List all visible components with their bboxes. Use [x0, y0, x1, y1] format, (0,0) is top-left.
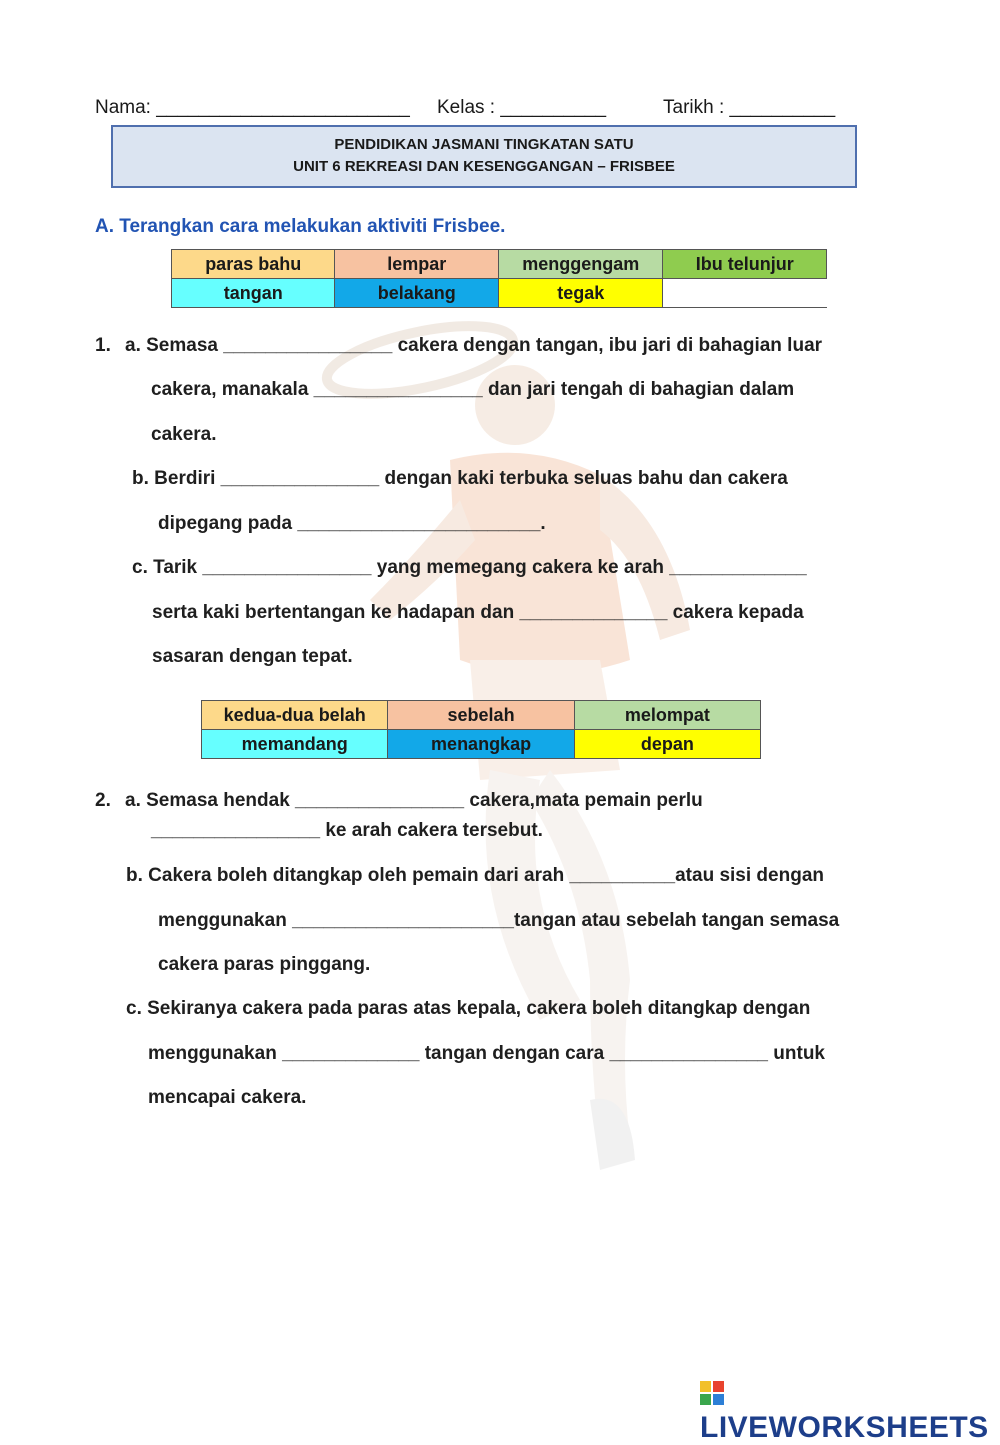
q1-a-line-1: a. Semasa ________________ cakera dengan tangan, ibu jari di bahagian luar	[125, 335, 823, 356]
section-a-heading: A. Terangkan cara melakukan aktiviti Frisbee.	[95, 216, 506, 237]
word-tile[interactable]: melompat	[574, 701, 760, 730]
q1-a-line-2: cakera, manakala ________________ dan jari tengah di bahagian dalam	[151, 379, 795, 400]
q2-c-line-2: menggunakan _____________ tangan dengan cara _______________ untuk	[148, 1043, 825, 1064]
word-tile[interactable]: tangan	[172, 279, 335, 308]
liveworksheets-brand-text: LIVEWORKSHEETS	[700, 1411, 989, 1445]
word-tile[interactable]: tegak	[499, 279, 663, 308]
word-tile[interactable]: depan	[574, 730, 760, 759]
q2-b-line-2: menggunakan _____________________tangan atau sebelah tangan semasa	[158, 910, 840, 931]
q1-b-line-1: b. Berdiri _______________ dengan kaki terbuka seluas bahu dan cakera	[132, 468, 788, 489]
kelas-field[interactable]: Kelas : __________	[437, 97, 607, 118]
q1-number: 1.	[95, 335, 111, 356]
tarikh-field[interactable]: Tarikh : __________	[663, 97, 836, 118]
word-tile[interactable]: memandang	[202, 730, 388, 759]
word-tile[interactable]: menangkap	[388, 730, 574, 759]
word-tile[interactable]: menggengam	[499, 250, 663, 279]
q2-c-line-3: mencapai cakera.	[148, 1087, 307, 1108]
word-tile[interactable]: lempar	[335, 250, 499, 279]
q1-b-line-2: dipegang pada _______________________.	[158, 513, 546, 534]
q1-c-line-2: serta kaki bertentangan ke hadapan dan ______________ cakera kepada	[152, 602, 804, 623]
word-tile[interactable]: sebelah	[388, 701, 574, 730]
liveworksheets-logo-icon	[700, 1379, 726, 1409]
q1-c-line-3: sasaran dengan tepat.	[152, 646, 353, 667]
q1-c-line-1: c. Tarik ________________ yang memegang cakera ke arah _____________	[132, 557, 807, 578]
q2-b-line-3: cakera paras pinggang.	[158, 954, 371, 975]
q1-a-line-3: cakera.	[151, 424, 217, 445]
word-bank-2	[201, 700, 761, 759]
word-tile-empty	[663, 279, 827, 308]
title-line-1: PENDIDIKAN JASMANI TINGKATAN SATU	[334, 136, 634, 153]
q2-c-line-1: c. Sekiranya cakera pada paras atas kepala, cakera boleh ditangkap dengan	[126, 998, 811, 1019]
word-tile[interactable]: paras bahu	[172, 250, 335, 279]
liveworksheets-logo	[700, 1376, 1000, 1445]
nama-field[interactable]: Nama: ________________________	[95, 97, 410, 118]
word-bank-1	[171, 249, 827, 308]
q2-number: 2.	[95, 790, 111, 811]
q2-a-line-1: a. Semasa hendak ________________ cakera,mata pemain perlu	[125, 790, 703, 811]
q2-a-line-2: ________________ ke arah cakera tersebut.	[151, 820, 543, 841]
q2-b-line-1: b. Cakera boleh ditangkap oleh pemain dari arah __________atau sisi dengan	[126, 865, 824, 886]
title-line-2: UNIT 6 REKREASI DAN KESENGGANGAN – FRISBEE	[293, 158, 675, 175]
word-tile[interactable]: Ibu telunjur	[663, 250, 827, 279]
title-box	[111, 125, 857, 188]
word-tile[interactable]: belakang	[335, 279, 499, 308]
word-tile[interactable]: kedua-dua belah	[202, 701, 388, 730]
